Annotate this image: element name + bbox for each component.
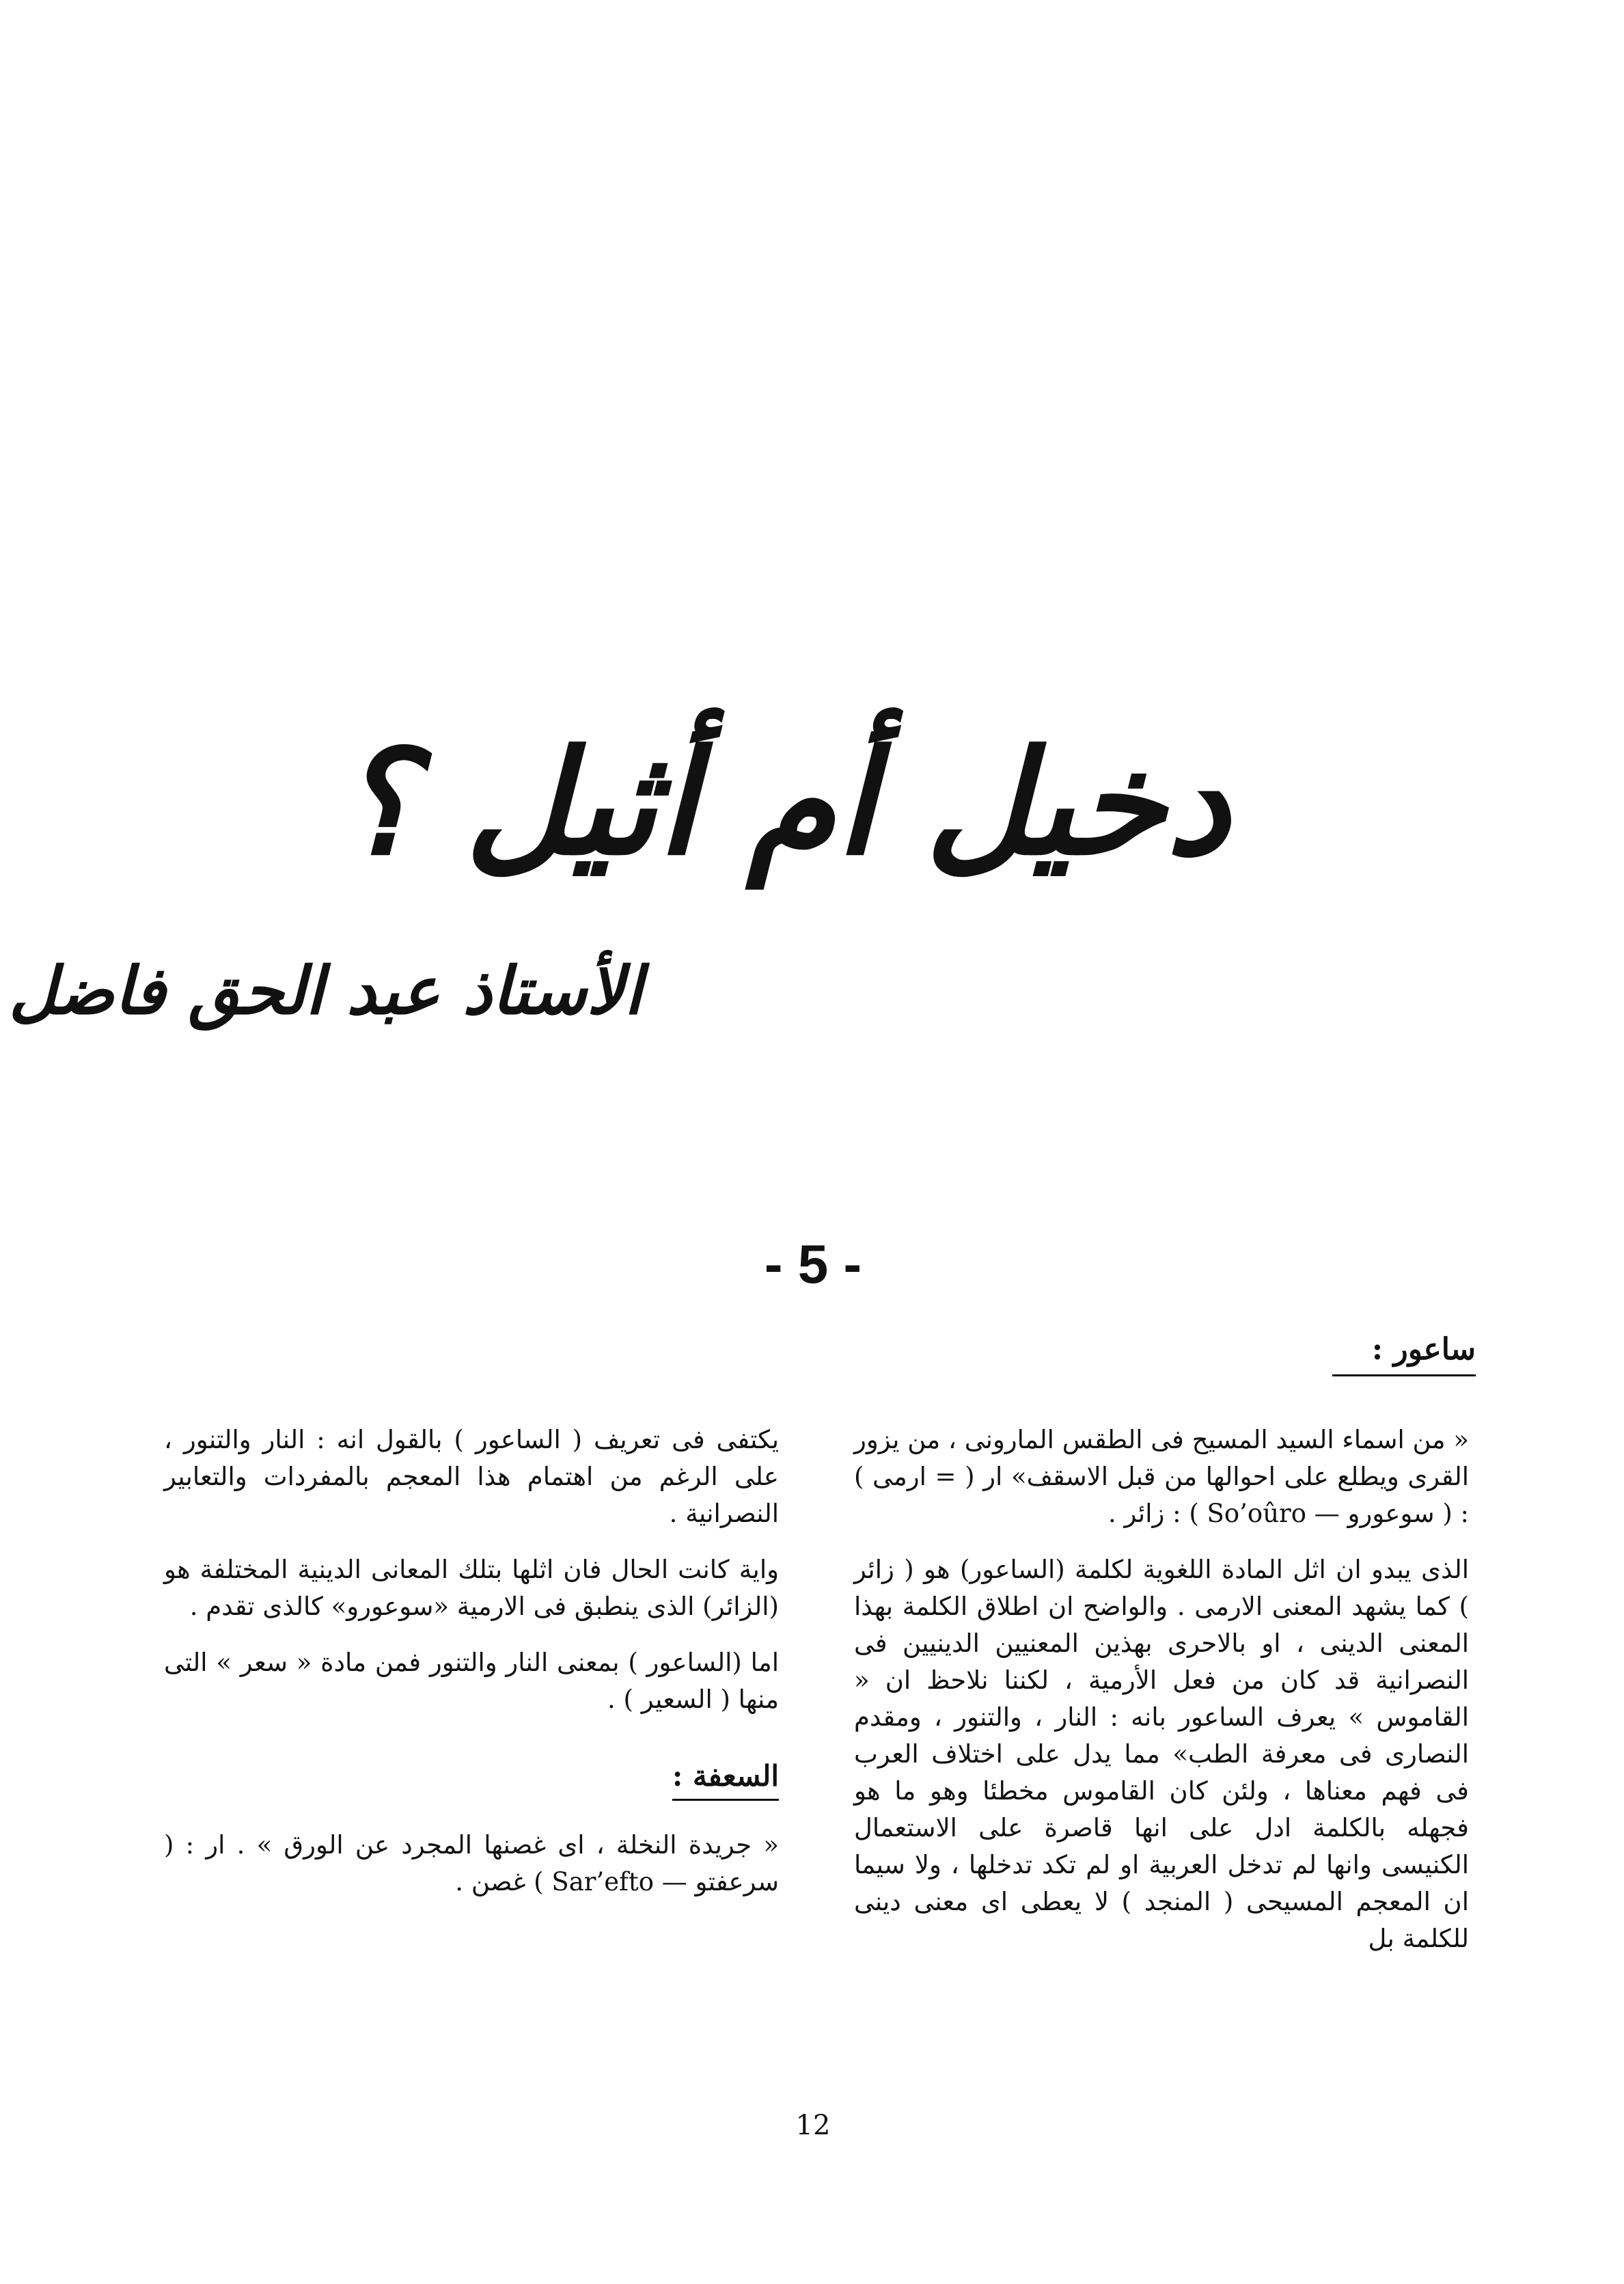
saour-paragraph-1: الذى يبدو ان اثل المادة اللغوية لكلمة (الساعور) هو ( زائر ) كما يشهد المعنى الارمى . والواضح ان اطلاق الكلمة بهذا المعنى الدينى ، او بالاحرى بهذين المعنيين الدينيين فى النصرانية قد كان من فعل الأرمية ، لكننا نلاحظ ان « القاموس » يعرف الساعور بانه : النار ، والتنور ، ومقدم النصارى فى معرفة الطب» مما يدل على اختلاف العرب فى فهم معناها ، ولئن كان القاموس مخطئا وهو ما هو فجهله بالكلمة ادل على انها قاصرة على الاستعمال الكنيسى وانها لم تدخل العربية او لم تكد تدخلها ، ولا سيما ان المعجم المسيحى ( المنجد ) لا يعطى اى معنى دينى للكلمة بل xyxy=(854,1555,1469,1953)
section-heading-sufa: السعفة : xyxy=(672,1758,779,1801)
page-number: 12 xyxy=(795,2110,831,2141)
saour-paragraph-4: اما (الساعور ) بمعنى النار والتنور فمن مادة « سعر » التى منها ( السعير ) . xyxy=(164,1648,779,1714)
sufa-definition-quote: « جريدة النخلة ، اى غصنها المجرد عن الورق » . ار : ( سرعفتو — Sar’efto ) غصن . xyxy=(164,1830,779,1896)
part-number: - 5 - xyxy=(764,1234,862,1294)
saour-paragraph-2: يكتفى فى تعريف ( الساعور ) بالقول انه : النار والتنور ، على الرغم من اهتمام هذا المعجم بالمفردات والتعابير النصرانية . xyxy=(164,1425,779,1528)
right-column xyxy=(854,1422,1469,1976)
article-author: الأستاذ عبد الحق فاضل xyxy=(8,952,642,1029)
section-heading-saour: ساعور : xyxy=(1332,1329,1476,1376)
left-column xyxy=(164,1422,779,1920)
saour-paragraph-3: واية كانت الحال فان اثلها بتلك المعانى الدينية المختلفة هو (الزائر) الذى ينطبق فى الارمية «سوعورو» كالذى تقدم . xyxy=(164,1555,779,1621)
article-title: دخيل أم أثيل ؟ xyxy=(338,718,1230,887)
saour-definition-quote: « من اسماء السيد المسيح فى الطقس المارونى ، من يزور القرى ويطلع على احوالها من قبل الاسقف» ار ( = ارمى ) : ( سوعورو — So’oûro ) : زائر . xyxy=(854,1425,1469,1528)
